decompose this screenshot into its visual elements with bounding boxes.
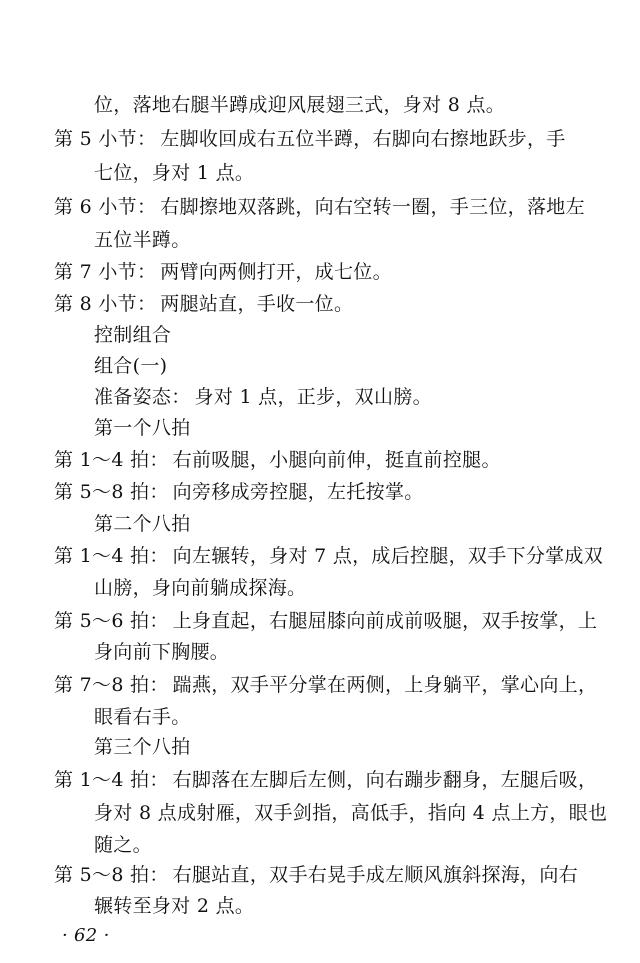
section-heading: [94, 322, 171, 348]
line-text: 随之。: [94, 834, 152, 856]
text-line-3: [94, 160, 254, 186]
line-text: 山膀，身向前躺成探海。: [94, 577, 307, 599]
line-text: 向左辗转，身对 7 点，成后控腿，双手下分掌成双: [172, 545, 604, 567]
line-label: 第 5～8 拍：: [54, 864, 169, 886]
text-line-26: [94, 893, 254, 919]
text-line-13: [54, 479, 424, 505]
text-line-2: [54, 126, 566, 152]
line-text: 右腿站直，双手右晃手成左顺风旗斜探海，向右: [172, 864, 578, 886]
text-line-5: [94, 227, 191, 253]
line-text: 组合(一): [94, 355, 168, 377]
line-label: 第 1～4 拍：: [54, 545, 169, 567]
text-line-16: [94, 575, 306, 601]
text-line-19: [54, 672, 597, 698]
text-line-12: [54, 447, 501, 473]
line-text: 第三个八拍: [94, 736, 191, 758]
line-text: 位，落地右腿半蹲成迎风展翅三式，身对 8 点。: [94, 94, 506, 116]
line-text: 第一个八拍: [94, 417, 191, 439]
line-text: 身向前下胸腰。: [94, 641, 230, 663]
text-line-22: [54, 767, 597, 793]
page-number: · 62 ·: [62, 925, 110, 946]
beat-heading-2: [94, 511, 191, 537]
line-text: 左脚收回成右五位半蹲，右脚向右擦地跃步，手: [160, 128, 566, 150]
beat-heading-3: [94, 734, 191, 760]
text-line-6: [54, 259, 392, 285]
line-label: 第 7～8 拍：: [54, 674, 169, 696]
line-label: 第 7 小节：: [54, 261, 157, 283]
line-text: 辗转至身对 2 点。: [94, 895, 255, 917]
line-text: 第二个八拍: [94, 513, 191, 535]
line-text: 右脚擦地双落跳，向右空转一圈，手三位，落地左: [160, 196, 585, 218]
beat-heading-1: [94, 415, 191, 441]
text-line-17: [54, 608, 597, 634]
text-line-18: [94, 639, 229, 665]
line-text: 五位半蹲。: [94, 229, 191, 251]
line-text: 两臂向两侧打开，成七位。: [160, 261, 392, 283]
line-label: 第 5 小节：: [54, 128, 157, 150]
line-label: 第 1～4 拍：: [54, 769, 169, 791]
line-label: 第 6 小节：: [54, 196, 157, 218]
text-line-4: [54, 194, 585, 220]
line-text: 控制组合: [94, 324, 172, 346]
line-text: 身对 1 点，正步，双山膀。: [194, 386, 432, 408]
line-label: 准备姿态：: [94, 386, 191, 408]
line-text: 右前吸腿，小腿向前伸，挺直前控腿。: [172, 449, 501, 471]
line-text: 七位，身对 1 点。: [94, 162, 255, 184]
text-line-1: [94, 92, 505, 118]
line-text: 踹燕，双手平分掌在两侧，上身躺平，掌心向上，: [172, 674, 598, 696]
text-line-10: [94, 384, 432, 410]
subsection-heading: [94, 353, 167, 379]
line-text: 向旁移成旁控腿，左托按掌。: [172, 481, 424, 503]
line-text: 身对 8 点成射雁，双手剑指，高低手，指向 4 点上方，眼也: [94, 802, 608, 824]
line-text: 两腿站直，手收一位。: [160, 293, 354, 315]
text-line-24: [94, 832, 152, 858]
text-line-20: [94, 704, 191, 730]
line-label: 第 5～8 拍：: [54, 481, 169, 503]
line-text: 眼看右手。: [94, 706, 191, 728]
line-text: 右脚落在左脚后左侧，向右蹦步翻身，左腿后吸，: [172, 769, 598, 791]
text-line-7: [54, 291, 353, 317]
line-text: 上身直起，右腿屈膝向前成前吸腿，双手按掌，上: [172, 610, 598, 632]
text-line-25: [54, 862, 578, 888]
line-label: 第 1～4 拍：: [54, 449, 169, 471]
text-line-23: [94, 800, 607, 826]
text-line-15: [54, 543, 603, 569]
line-label: 第 5～6 拍：: [54, 610, 169, 632]
line-label: 第 8 小节：: [54, 293, 157, 315]
